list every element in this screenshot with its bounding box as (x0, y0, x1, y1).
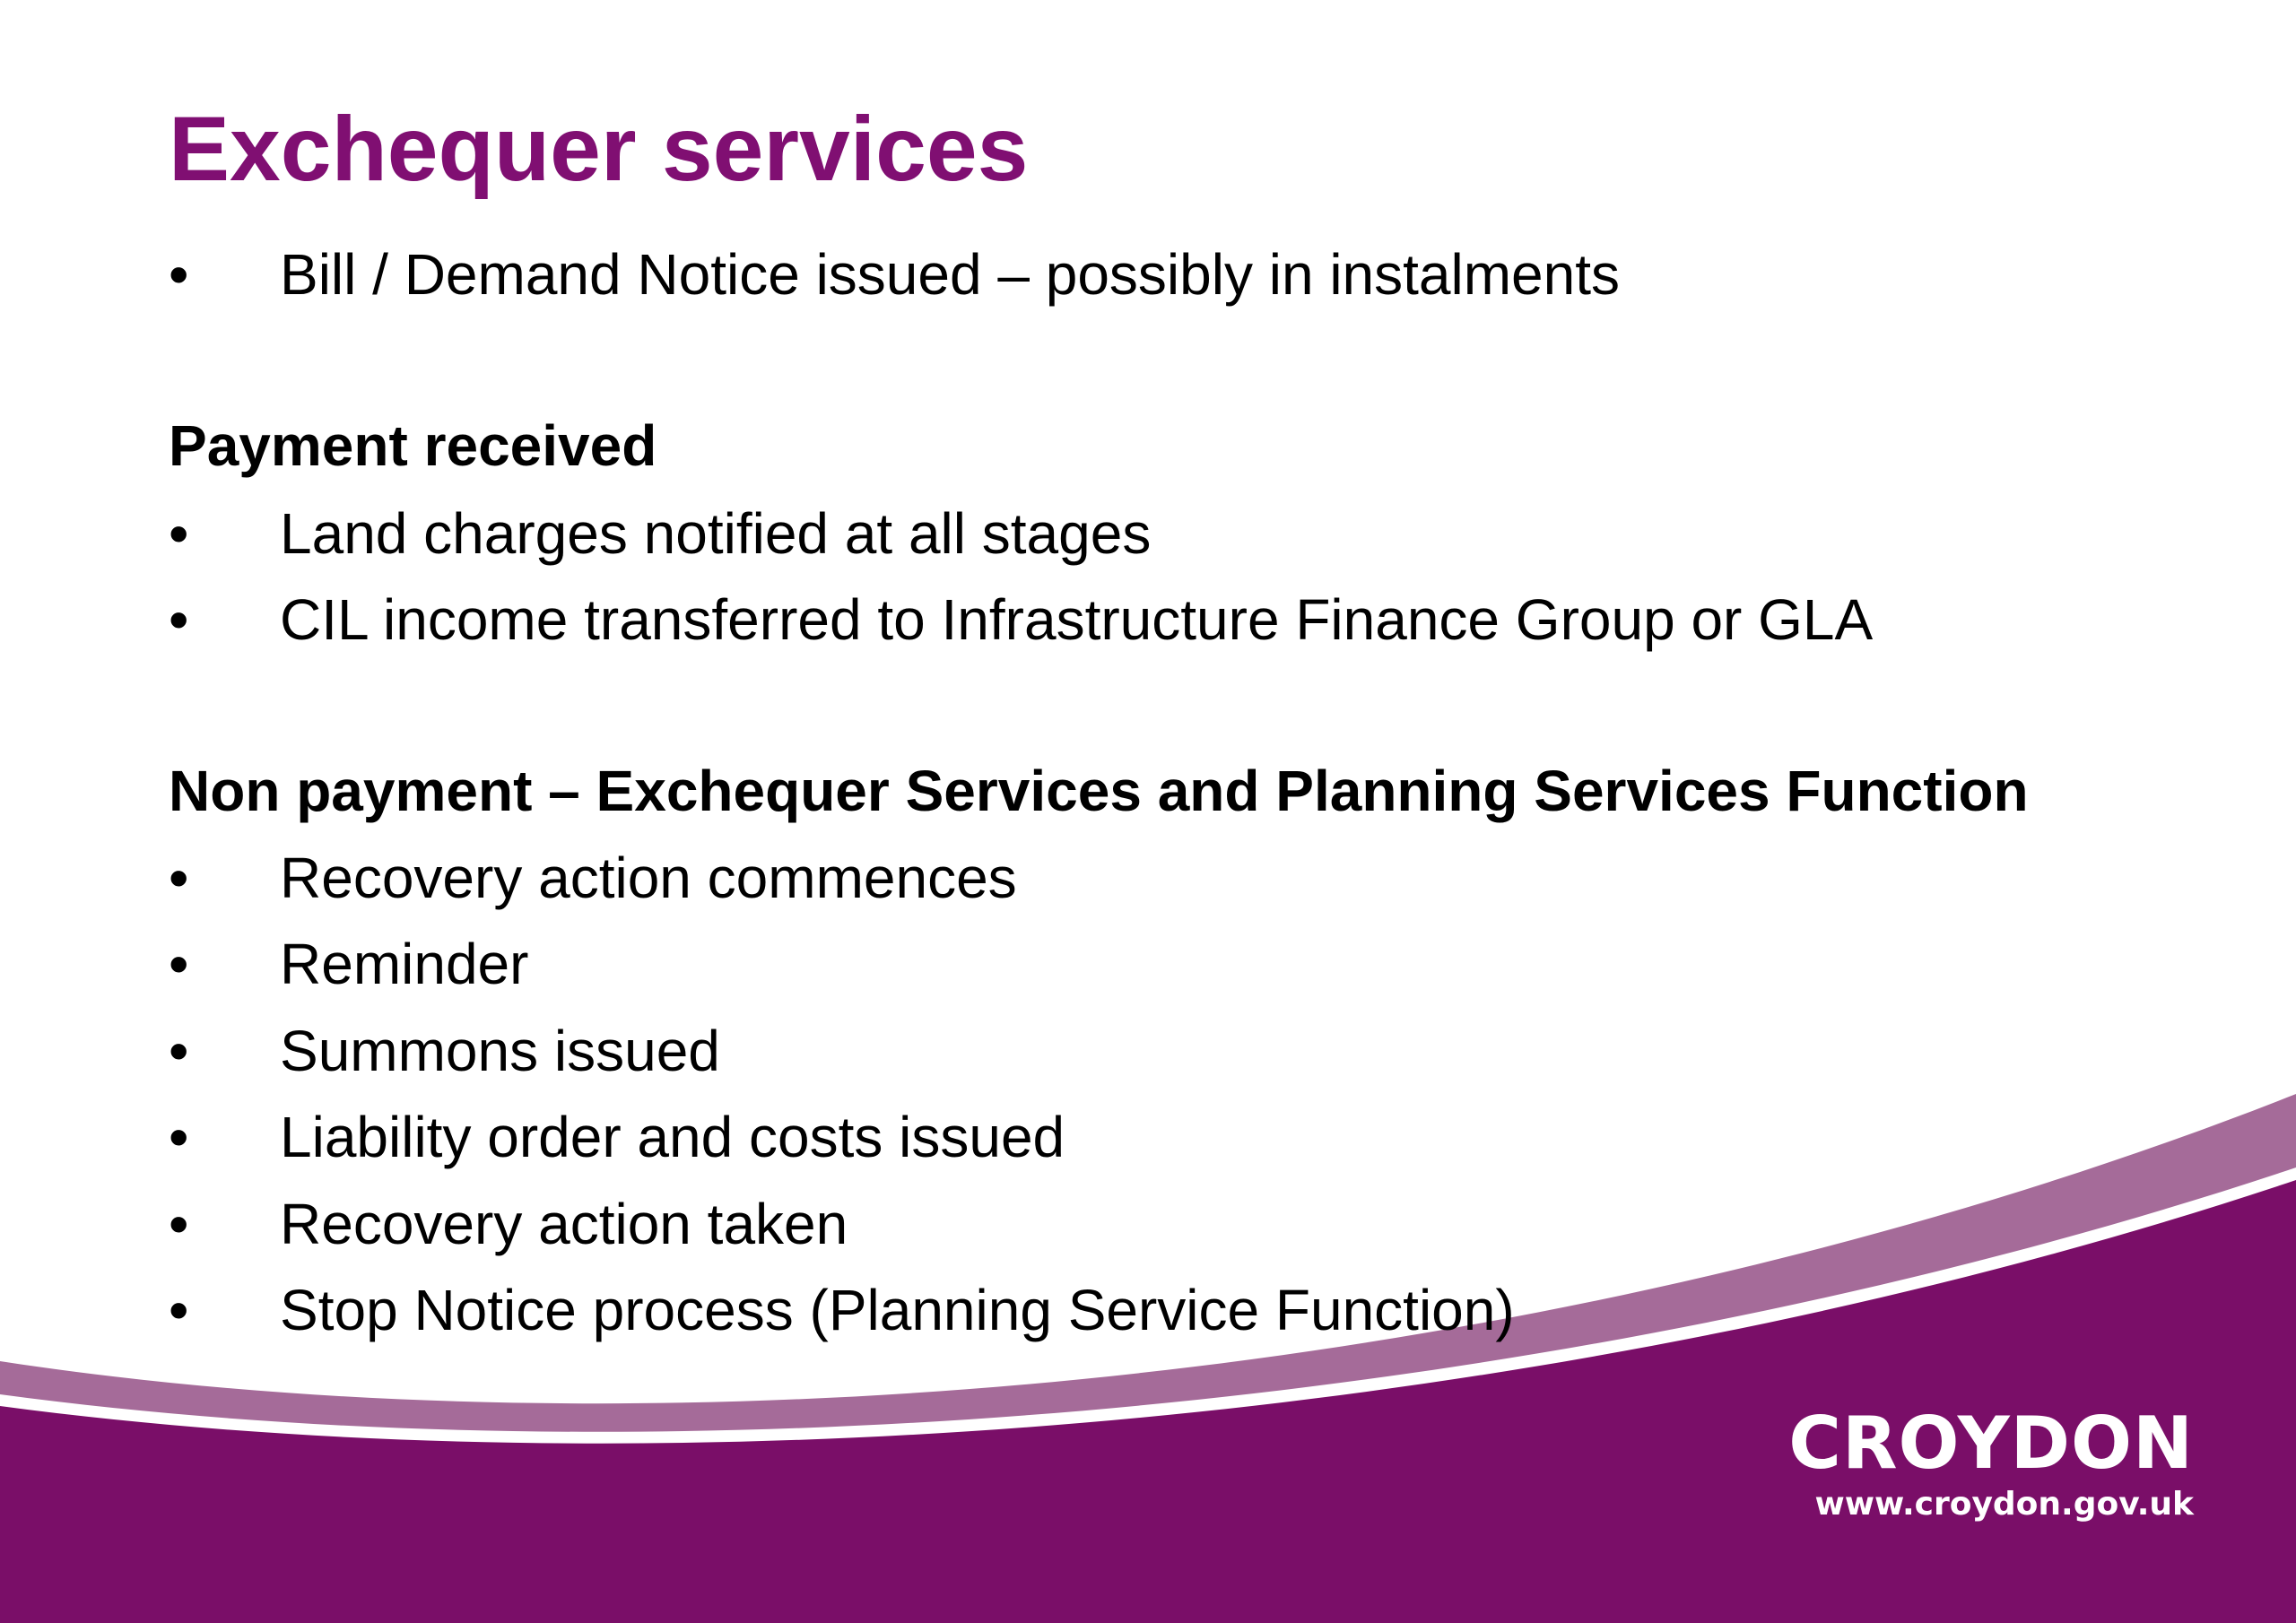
bullet-text: Reminder (280, 932, 529, 996)
bullet-text: CIL income transferred to Infrastructure Finance Group or GLA (280, 587, 1874, 652)
bullet-marker: • (169, 1105, 189, 1169)
bullet-marker: • (169, 501, 189, 566)
bullet-text: Bill / Demand Notice issued – possibly in instalments (280, 242, 1620, 307)
bullet-text: Summons issued (280, 1019, 720, 1083)
bullet-marker: • (169, 1192, 189, 1256)
bullet-marker: • (169, 932, 189, 996)
bullet-text: Stop Notice process (Planning Service Function) (280, 1278, 1515, 1342)
bullet-marker: • (169, 242, 189, 307)
bullet-text: Recovery action taken (280, 1192, 848, 1256)
bullet-text: Recovery action commences (280, 846, 1017, 910)
section-heading-payment-received: Payment received (169, 413, 657, 478)
bullet-text: Liability order and costs issued (280, 1105, 1065, 1169)
bullet-marker: • (169, 1278, 189, 1342)
bullet-text: Land charges notified at all stages (280, 501, 1152, 566)
slide-title: Exchequer services (169, 98, 1029, 200)
croydon-logo: CROYDON (1788, 1402, 2194, 1485)
croydon-website-url: www.croydon.gov.uk (1814, 1486, 2194, 1523)
bullet-marker: • (169, 846, 189, 910)
section-heading-non-payment: Non payment – Exchequer Services and Planning Services Function (169, 759, 2029, 823)
bullet-marker: • (169, 587, 189, 652)
bullet-marker: • (169, 1019, 189, 1083)
